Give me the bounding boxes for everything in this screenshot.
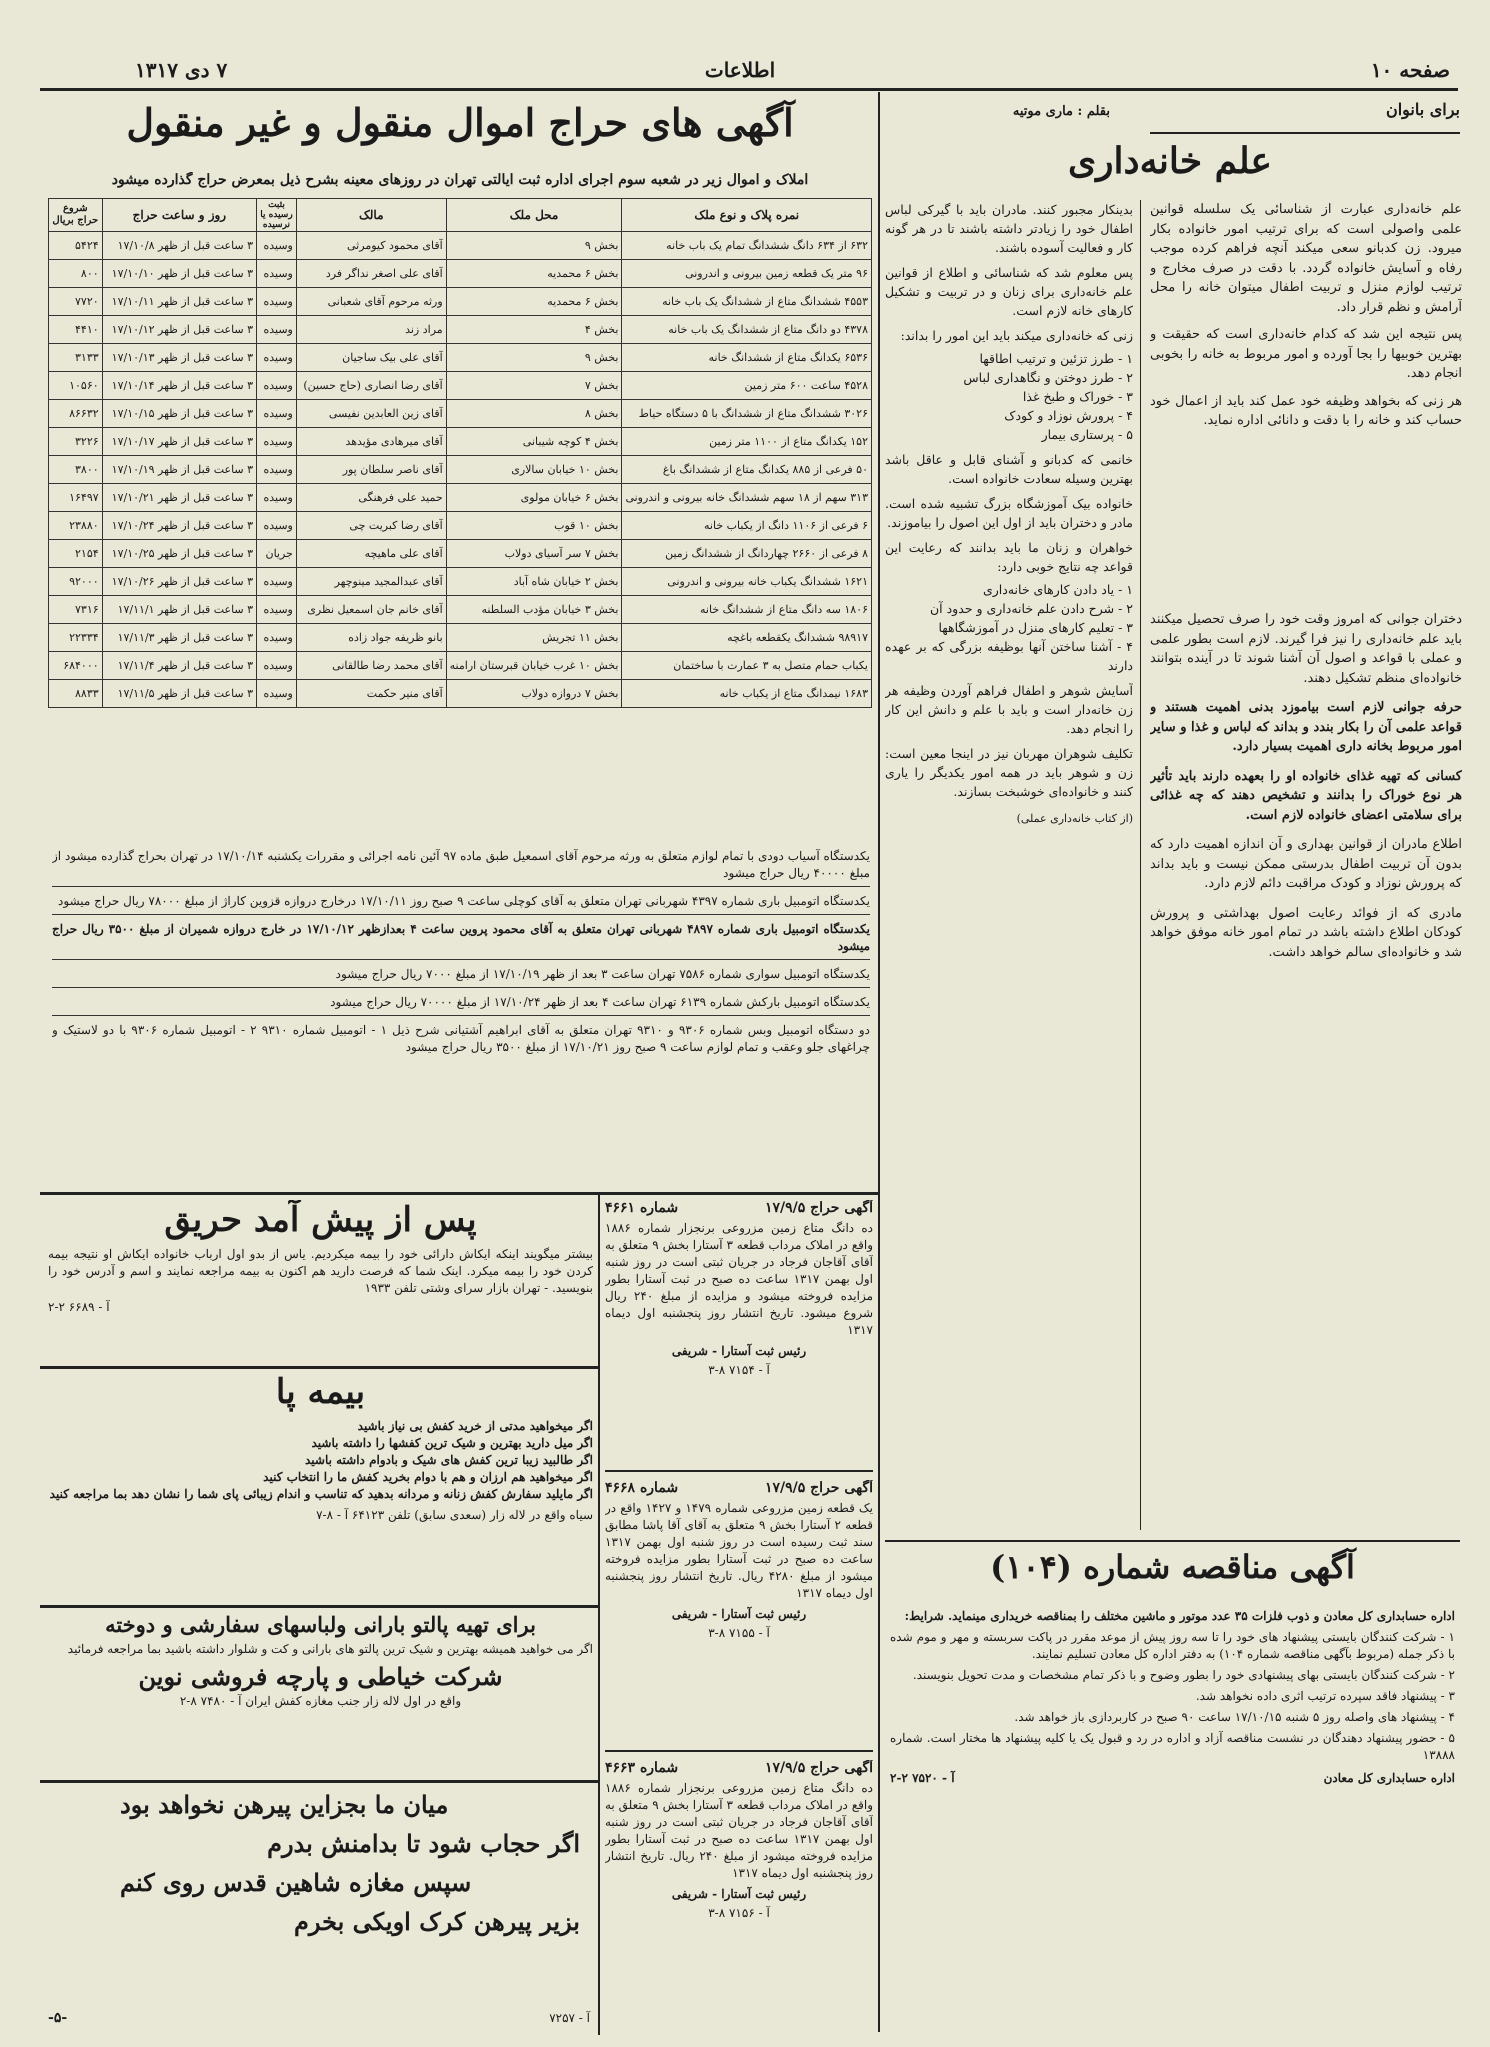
- table-cell: ۳۸۰۰: [49, 456, 103, 484]
- list-item: ۴ - پرورش نوزاد و کودک: [1004, 408, 1133, 423]
- table-cell: آقای رضا کبریت چی: [296, 512, 446, 540]
- table-row: [49, 372, 872, 400]
- column-header: روز و ساعت حراج: [102, 199, 256, 232]
- article-paragraph: دختران جوانی که امروز وقت خود را صرف تحصیل میکنند باید علم خانه‌داری را نیز فرا گیرند. لازم است بطور علمی و عملی با قواعد و اصول آن آشنا شوند تا در آینده بتوانند خانواده‌ای منظم تشکیل دهند.: [1150, 612, 1462, 686]
- table-cell: ۳۱۳۳: [49, 344, 103, 372]
- ad-line: سیاه واقع در لاله زار (سعدی سابق) تلفن ۶۴۱۲۳ آ - ۸-۷: [316, 1508, 593, 1522]
- table-cell: ۳ ساعت قبل از ظهر ۱۷/۱۱/۵: [102, 680, 256, 708]
- table-cell: بخش ۶ محمدیه: [446, 288, 622, 316]
- table-cell: ۳ ساعت قبل از ظهر ۱۷/۱۰/۲۱: [102, 484, 256, 512]
- tender-item: ۵ - حضور پیشنهاد دهندگان در نشست مناقصه آزاد و اداره در رد و قبول یک یا کلیه پیشنهاد ها مختار است. شماره ۱۳۸۸۸: [890, 1731, 1455, 1762]
- table-row: [49, 568, 872, 596]
- table-cell: ۶ فرعی از ۱۱۰۶ دانگ از یکباب خانه: [622, 512, 872, 540]
- table-cell: ۴۵۵۳ ششدانگ متاع از ششدانگ یک باب خانه: [622, 288, 872, 316]
- paper-name: اطلاعات: [704, 58, 776, 82]
- poem-line: اگر حجاب شود تا بدامنش بدرم: [267, 1829, 580, 1858]
- list-item: ۳ - تعلیم کارهای منزل در آموزشگاهها: [938, 620, 1133, 635]
- table-row: [49, 484, 872, 512]
- auction-table-wrap: [48, 198, 872, 838]
- table-cell: ۶۵۳۶ یکدانگ متاع از ششدانگ خانه: [622, 344, 872, 372]
- auction-note: یکدستگاه آسیاب دودی با تمام لوازم متعلق به ورثه مرحوم آقای اسمعیل طبق ماده ۹۷ آئین نامه اجرائی و مقررات یکشنبه ۱۷/۱۰/۱۴ در تهران بحراج گذارده میشود از مبلغ ۴۰۰۰۰ ریال حراج میشود: [52, 848, 870, 887]
- table-cell: ۳ ساعت قبل از ظهر ۱۷/۱۱/۳: [102, 624, 256, 652]
- notice-sign: رئیس ثبت آستارا - شریفی: [671, 1607, 807, 1621]
- section-rule: [1150, 132, 1460, 134]
- notice-title: آگهی حراج ۱۷/۹/۵: [764, 1760, 873, 1776]
- table-cell: آقای زین العابدین نفیسی: [296, 400, 446, 428]
- table-cell: آقای محمد رضا طالقانی: [296, 652, 446, 680]
- table-cell: ۳ ساعت قبل از ظهر ۱۷/۱۱/۴: [102, 652, 256, 680]
- article-paragraph: هر زنی که بخواهد وظیفه خود عمل کند باید از اعمال خود حساب کند و خانه را با دقت و دانائی اداره نماید.: [1150, 393, 1462, 428]
- table-cell: ۸۸۳۳: [49, 680, 103, 708]
- notice-body: یک قطعه زمین مزروعی شماره ۱۴۷۹ و ۱۴۲۷ واقع در قطعه ۲ آستارا بخش ۹ متعلق به آقای آقا پاشا مطابق سند ثبت رسیده است در روز شنبه اول بهمن ۱۳۱۷ ساعت ده صبح در ثبت آستارا بطور مزایده فروخته میشود از مبلغ ۴۲۸۰ ریال. تاریخ انتشار روز پنجشنبه اول دیماه ۱۳۱۷: [605, 1501, 873, 1600]
- auction-note: یکدستگاه اتومبیل سواری شماره ۷۵۸۶ تهران ساعت ۳ بعد از ظهر ۱۷/۱۰/۱۹ از مبلغ ۷۰۰۰ ریال حراج میشود: [52, 966, 870, 988]
- table-cell: ۳ ساعت قبل از ظهر ۱۷/۱۰/۲۵: [102, 540, 256, 568]
- table-cell: وسیده: [257, 288, 297, 316]
- auction-title: آگهی های حراج اموال منقول و غیر منقول: [126, 100, 794, 145]
- table-cell: بخش ۸: [446, 400, 622, 428]
- column-header: محل ملک: [446, 199, 622, 232]
- header-rule: [40, 88, 1458, 91]
- table-cell: بخش ۶ محمدیه: [446, 260, 622, 288]
- table-cell: حمید علی فرهنگی: [296, 484, 446, 512]
- column-divider: [598, 1195, 600, 2035]
- tender-body: [890, 1608, 1455, 2008]
- shirt-poem-ad: [60, 1790, 580, 2005]
- table-cell: وسیده: [257, 484, 297, 512]
- fire-ad-code: آ - ۶۶۸۹ ۲-۲: [48, 1300, 110, 1314]
- table-cell: آقای علی بیک ساجیان: [296, 344, 446, 372]
- notice: [605, 1200, 873, 1472]
- table-cell: وسیده: [257, 372, 297, 400]
- coat-ad-company: شرکت خیاطی و پارچه فروشی نوین: [138, 1662, 503, 1691]
- notice-code: آ - ۷۱۵۴ ۸-۳: [708, 1363, 770, 1377]
- issue-date: ۷ دی ۱۳۱۷: [135, 58, 228, 82]
- tender-intro: اداره حسابداری کل معادن و ذوب فلزات ۳۵ عدد موتور و ماشین مختلف را بمناقصه خریداری مینماید. شرایط:: [904, 1609, 1455, 1623]
- table-cell: بخش ۴: [446, 316, 622, 344]
- table-cell: بخش ۳ خیابان مؤدب السلطنه: [446, 596, 622, 624]
- table-row: [49, 540, 872, 568]
- table-cell: وسیده: [257, 680, 297, 708]
- table-cell: ۳۱۳ سهم از ۱۸ سهم ششدانگ خانه بیرونی و اندرونی: [622, 484, 872, 512]
- tender-item: ۴ - پیشنهاد های واصله روز ۵ شنبه ۱۷/۱۰/۱۵ ساعت ۹۰ صبح در کاربردازی باز خواهد شد.: [1014, 1710, 1455, 1724]
- table-cell: وسیده: [257, 260, 297, 288]
- article-paragraph: خواهران و زنان ما باید بدانند که رعایت این قواعد چه نتایج خوبی دارد:: [885, 540, 1133, 574]
- auction-note: یکدستگاه اتومبیل باری شماره ۴۸۹۷ شهربانی تهران متعلق به آقای محمود پروین ساعت ۴ بعدازظهر ۱۷/۱۰/۱۲ در خارج دروازه شمیران از مبلغ ۳۵۰۰ ریال حراج میشود: [52, 921, 870, 960]
- table-cell: آقای عبدالمجید مینوچهر: [296, 568, 446, 596]
- auction-note: یکدستگاه اتومبیل باری شماره ۴۳۹۷ شهربانی تهران متعلق به آقای کوچلی ساعت ۹ صبح روز ۱۷/۱۰/۱۱ درخارج دروازه قزوین کاراژ از مبلغ ۷۸۰۰۰ ریال حراج میشود: [52, 893, 870, 915]
- article-title: علم خانه‌داری: [1067, 140, 1273, 182]
- section-rule: [40, 1192, 878, 1195]
- table-cell: بخش ۱۱ تجریش: [446, 624, 622, 652]
- ad-line: اگر میخواهید هم ارزان و هم با دوام بخرید کفش ما را انتخاب کنید: [263, 1470, 593, 1484]
- table-cell: ۸۶۶۳۲: [49, 400, 103, 428]
- table-cell: ۶۸۴۰۰۰: [49, 652, 103, 680]
- table-cell: ۵۰ فرعی از ۸۸۵ یکدانگ متاع از ششدانگ باغ: [622, 456, 872, 484]
- table-cell: بانو ظریفه جواد زاده: [296, 624, 446, 652]
- list-item: ۵ - پرستاری بیمار: [1041, 427, 1133, 442]
- ad-line: اگر مایلید سفارش کفش زنانه و مردانه بدهید که تناسب و اندام زیبائی پای شما را نشان دهد بما مراجعه کنید: [49, 1487, 593, 1501]
- tender-code: آ - ۷۵۲۰ ۲-۲: [890, 1771, 955, 1785]
- table-cell: ۳۰۲۶ ششدانگ متاع از ششدانگ با ۵ دستگاه حیاط: [622, 400, 872, 428]
- notice-number: شماره ۴۶۶۱: [605, 1200, 679, 1216]
- table-cell: آقای علی ماهیچه: [296, 540, 446, 568]
- table-cell: ۳ ساعت قبل از ظهر ۱۷/۱۰/۱۱: [102, 288, 256, 316]
- article-paragraph: خانمی که کدبانو و آشنای قابل و عاقل باشد بهترین وسیله سعادت خانواده است.: [885, 452, 1133, 486]
- table-cell: بخش ۱۰ قوب: [446, 512, 622, 540]
- fire-ad-title: پس از پیش آمد حریق: [164, 1200, 477, 1240]
- auction-table: [48, 198, 872, 708]
- table-cell: ۳۲۲۶: [49, 428, 103, 456]
- ad-rule: [40, 1366, 598, 1369]
- coat-ad: [48, 1612, 593, 1777]
- table-cell: یکباب حمام متصل به ۳ عمارت با ساختمان: [622, 652, 872, 680]
- tender-rule: [885, 1540, 1460, 1542]
- table-cell: آقای میرهادی مؤیدهد: [296, 428, 446, 456]
- table-cell: آقای رضا انصاری (حاج حسین): [296, 372, 446, 400]
- table-cell: ۲۲۳۳۴: [49, 624, 103, 652]
- table-cell: وسیده: [257, 316, 297, 344]
- poem-line: سپس مغازه شاهین قدس روی کنم: [120, 1868, 472, 1897]
- byline: بقلم : ماری موتیه: [1012, 104, 1110, 119]
- table-cell: جریان: [257, 540, 297, 568]
- article-paragraph: بدینکار مجبور کنند. مادران باید با گیرکی لباس اطفال خود را زیادتر داشته باشند تا در هر گونه کار و فعالیت آسوده باشند.: [885, 202, 1133, 255]
- tender-title: آگهی مناقصه شماره (۱۰۴): [990, 1548, 1355, 1586]
- list-item: ۴ - آشنا ساختن آنها بوظیفه بزرگی که بر عهده دارند: [885, 639, 1133, 673]
- table-cell: بخش ۱۰ خیابان سالاری: [446, 456, 622, 484]
- tender-footer: [890, 1770, 1455, 1787]
- notice: [605, 1480, 873, 1752]
- notice-sign: رئیس ثبت آستارا - شریفی: [671, 1887, 807, 1901]
- notice-number: شماره ۴۶۶۸: [605, 1480, 679, 1496]
- notice-header: [605, 1200, 873, 1216]
- table-cell: ۳ ساعت قبل از ظهر ۱۷/۱۰/۱۳: [102, 344, 256, 372]
- table-cell: ۳ ساعت قبل از ظهر ۱۷/۱۰/۲۶: [102, 568, 256, 596]
- table-cell: بخش ۲ خیابان شاه آباد: [446, 568, 622, 596]
- shoe-ad-title: بیمه پا: [275, 1372, 366, 1412]
- article-paragraph: آسایش شوهر و اطفال فراهم آوردن وظیفه هر زن خانه‌دار است و باید با علم و دانش این کار را انجام دهد.: [885, 683, 1133, 736]
- column-header: نمره پلاک و نوع ملک: [622, 199, 872, 232]
- table-cell: آقای خانم جان اسمعیل نظری: [296, 596, 446, 624]
- table-cell: آقای علی اصغر نداگر فرد: [296, 260, 446, 288]
- table-row: [49, 428, 872, 456]
- table-cell: ۵۴۲۴: [49, 232, 103, 260]
- table-row: [49, 260, 872, 288]
- table-cell: وسیده: [257, 400, 297, 428]
- list-item: ۲ - طرز دوختن و نگاهداری لباس: [963, 370, 1133, 385]
- ad-line: اگر طالبید زیبا ترین کفش های شیک و بادوام داشته باشید: [304, 1453, 593, 1467]
- table-cell: وسیده: [257, 344, 297, 372]
- article-middle-column: [885, 200, 1133, 1530]
- table-cell: ۱۰۵۶۰: [49, 372, 103, 400]
- table-cell: وسیده: [257, 428, 297, 456]
- table-row: [49, 344, 872, 372]
- notice-code: آ - ۷۱۵۵ ۸-۳: [708, 1626, 770, 1640]
- table-cell: ۴۵۲۸ ساعت ۶۰۰ متر زمین: [622, 372, 872, 400]
- table-cell: مراد زند: [296, 316, 446, 344]
- list-item: ۱ - طرز تزئین و ترتیب اطاقها: [979, 351, 1133, 366]
- ad-line: اگر میخواهید مدتی از خرید کفش بی نیاز باشید: [357, 1419, 593, 1433]
- table-cell: ۴۳۷۸ دو دانگ متاع از ششدانگ یک باب خانه: [622, 316, 872, 344]
- table-cell: ۶۳۲ از ۶۳۴ دانگ ششدانگ تمام یک باب خانه: [622, 232, 872, 260]
- table-cell: ۹۲۰۰۰: [49, 568, 103, 596]
- table-cell: ۷۳۱۶: [49, 596, 103, 624]
- article-paragraph: کسانی که تهیه غذای خانواده او را بعهده دارند باید تأثیر هر نوع خوراک را بدانند و تشخیص دهند که چه غذائی برای سلامتی اعضای خانواده لازم است.: [1150, 768, 1462, 823]
- ad-rule: [40, 1605, 598, 1608]
- article-paragraph: اطلاع مادران از قوانین بهداری و آن اندازه اهمیت دارد که بدون آن تربیت اطفال بدرستی ممکن نیست و باید بداند که پرورش نوزاد و کودک مراقبت دائم لازم دارد.: [1150, 837, 1462, 891]
- table-cell: وسیده: [257, 568, 297, 596]
- table-cell: ورثه مرحوم آقای شعبانی: [296, 288, 446, 316]
- table-cell: بخش ۱۰ غرب خیابان قبرستان ارامنه: [446, 652, 622, 680]
- coat-ad-address: واقع در اول لاله زار جنب مغازه کفش ایران آ - ۷۴۸۰ ۸-۲: [179, 1694, 462, 1708]
- table-row: [49, 456, 872, 484]
- table-cell: ۸ فرعی از ۲۶۶۰ چهاردانگ از ششدانگ زمین: [622, 540, 872, 568]
- coat-ad-title: برای تهیه پالتو بارانی ولباسهای سفارشی و دوخته: [105, 1612, 536, 1637]
- notice: [605, 1760, 873, 2020]
- tender-item: ۲ - شرکت کنندگان بایستی بهای پیشنهادی خود را بطور وضوح و با ذکر تمام مشخصات و مدت تحویل بنویسند.: [912, 1668, 1455, 1682]
- table-cell: ۸۰۰: [49, 260, 103, 288]
- table-row: [49, 400, 872, 428]
- fire-ad-body: بیشتر میگویند اینکه ایکاش دارائی خود را بیمه میکردیم. یاس از بدو اول ارباب خانواده ایکاش او نتیجه بیمه کردن خود را بیمه میکرد. اینک شما که فرصت دارید هم اکنون به بیمه مراجعه نمایند و اسم و آدرس خود را بنویسید. - تهران بازار سرای وشتی تلفن ۱۹۳۳: [48, 1247, 593, 1295]
- poem-line: میان ما بجزاین پیرهن نخواهد بود: [120, 1790, 449, 1819]
- page-label: صفحه ۱۰: [1370, 58, 1450, 82]
- article-paragraph: تکلیف شوهران مهربان نیز در اینجا معین است: زن و شوهر باید در همه امور یکدیگر را یاری کنند و خانواده‌ای خوشبخت بسازند.: [885, 746, 1133, 799]
- poem-line: بزیر پیرهن کرک اویکی بخرم: [294, 1907, 580, 1936]
- notice-body: ده دانگ متاع زمین مزروعی برنجزار شماره ۱۸۸۶ واقع در املاک مرداب قطعه ۳ آستارا بخش ۹ متعلق به آقای آقاجان فرجاد در جریان ثبتی است در روز شنبه اول بهمن ۱۳۱۷ ساعت ده صبح در ثبت آستارا بطور مزایده فروخته میشود از مبلغ ۲۴۰ ریال. تاریخ انتشار روز پنجشنبه اول دیماه ۱۳۱۷: [605, 1781, 873, 1880]
- table-header-row: [49, 199, 872, 232]
- notice-body: ده دانگ متاع زمین مزروعی برنجزار شماره ۱۸۸۶ واقع در املاک مرداب قطعه ۳ آستارا بخش ۹ متعلق به آقای آقاجان فرجاد در جریان ثبتی است در روز شنبه اول بهمن ۱۳۱۷ ساعت ده صبح در ثبت آستارا بطور مزایده فروخته میشود و مزایده از مبلغ ۲۴۰ ریال شروع میشود. تاریخ انتشار روز پنجشنبه اول دیماه ۱۳۱۷: [605, 1221, 873, 1337]
- column-divider: [878, 92, 880, 2032]
- table-cell: آقای ناصر سلطان پور: [296, 456, 446, 484]
- table-row: [49, 316, 872, 344]
- article-paragraph: مادری که از فوائد رعایت اصول بهداشتی و پرورش کودکان اطلاع داشته باشد در تمام امور خانه موفق خواهد شد و خانواده‌ای سالم خواهد داشت.: [1150, 905, 1462, 960]
- article-body-1: [1150, 200, 1462, 600]
- table-cell: بخش ۴ کوچه شیبانی: [446, 428, 622, 456]
- article-paragraph: زنی که خانه‌داری میکند باید این امور را بداند:: [900, 328, 1133, 343]
- table-cell: ۴۴۱۰: [49, 316, 103, 344]
- table-cell: ۲۳۸۸۰: [49, 512, 103, 540]
- table-cell: ۳ ساعت قبل از ظهر ۱۷/۱۰/۱۷: [102, 428, 256, 456]
- list-item: ۱ - یاد دادن کارهای خانه‌داری: [982, 582, 1133, 597]
- table-cell: بخش ۹: [446, 344, 622, 372]
- table-cell: آقای محمود کیومرثی: [296, 232, 446, 260]
- table-cell: ۱۸۰۶ سه دانگ متاع از ششدانگ خانه: [622, 596, 872, 624]
- article-paragraph: خانواده بیک آموزشگاه بزرگ تشبیه شده است. مادر و دختران باید از اول این اصول را بیاموزند.: [885, 496, 1133, 530]
- page-number: -۵-: [48, 2010, 68, 2026]
- shoe-ad: [48, 1372, 593, 1602]
- ad-rule: [40, 1780, 598, 1783]
- table-row: [49, 596, 872, 624]
- auction-note: یکدستگاه اتومبیل بارکش شماره ۶۱۳۹ تهران ساعت ۴ بعد از ظهر ۱۷/۱۰/۲۴ از مبلغ ۷۰۰۰۰ ریال حراج میشود: [52, 994, 870, 1016]
- shoe-ad-lines: [48, 1418, 593, 1524]
- table-cell: ۱۶۴۹۷: [49, 484, 103, 512]
- table-cell: بخش ۷ سر آسیای دولاب: [446, 540, 622, 568]
- notice-header: [605, 1760, 873, 1776]
- column-header: شروع حراج بریال: [49, 199, 103, 232]
- article-paragraph: علم خانه‌داری عبارت از شناسائی یک سلسله قوانین علمی واصولی است که برای ترتیب امور خانواده بکار میرود. زن کدبانو سعی میکند آنچه فراهم کرده موجب رفاه و آسایش خانواده گردد. با دقت در صرف مخارج و ترتیب لوازم منزل و تربیت اطفال میتوان خانه را محل آرامش و نظم قرار داد.: [1150, 202, 1462, 315]
- table-row: [49, 680, 872, 708]
- table-cell: وسیده: [257, 652, 297, 680]
- notice-sign: رئیس ثبت آستارا - شریفی: [671, 1344, 807, 1358]
- table-row: [49, 652, 872, 680]
- tender-sign: اداره حسابداری کل معادن: [1323, 1771, 1455, 1785]
- table-cell: وسیده: [257, 624, 297, 652]
- tender-item: ۱ - شرکت کنندگان بایستی پیشنهاد های خود را تا سه روز پیش از موعد مقرر در پاکت سربسته و مهر و موم شده با ذکر جمله (مربوط بآگهی مناقصه شماره ۱۰۴) به دفتر اداره کل معادن تسلیم نمایند.: [890, 1630, 1455, 1661]
- article-paragraph: پس معلوم شد که شناسائی و اطلاع از قوانین علم خانه‌داری برای زنان و در تربیت و تشکیل کارهای خانه لازم است.: [885, 265, 1133, 318]
- table-cell: وسیده: [257, 596, 297, 624]
- table-cell: بخش ۷ دروازه دولاب: [446, 680, 622, 708]
- table-row: [49, 288, 872, 316]
- table-cell: ۳ ساعت قبل از ظهر ۱۷/۱۱/۱: [102, 596, 256, 624]
- auction-notes: [52, 848, 870, 1188]
- table-cell: ۱۶۲۱ ششدانگ یکباب خانه بیرونی و اندرونی: [622, 568, 872, 596]
- table-cell: ۳ ساعت قبل از ظهر ۱۷/۱۰/۱۴: [102, 372, 256, 400]
- notice-title: آگهی حراج ۱۷/۹/۵: [764, 1200, 873, 1216]
- table-row: [49, 624, 872, 652]
- column-header: بثبت رسیده یا نرسیده: [257, 199, 297, 232]
- table-cell: آقای منیر حکمت: [296, 680, 446, 708]
- table-cell: بخش ۷: [446, 372, 622, 400]
- tender-item: ۳ - پیشنهاد فاقد سپرده ترتیب اثری داده نخواهد شد.: [1195, 1689, 1455, 1703]
- article-paragraph: حرفه جوانی لازم است بیاموزد بدنی اهمیت هستند و قواعد علمی آن را بکار بندد و بداند که لباس و غذا و سایر امور مربوط بخانه داری اهمیت بسیار دارد.: [1150, 700, 1462, 754]
- notice-code: آ - ۷۱۵۶ ۸-۳: [708, 1906, 770, 1920]
- table-cell: ۳ ساعت قبل از ظهر ۱۷/۱۰/۱۹: [102, 456, 256, 484]
- table-cell: ۳ ساعت قبل از ظهر ۱۷/۱۰/۱۵: [102, 400, 256, 428]
- section-label: برای بانوان: [1385, 100, 1460, 119]
- table-row: [49, 232, 872, 260]
- poem-ad-code: آ - ۷۲۵۷: [549, 2011, 590, 2025]
- table-cell: وسیده: [257, 456, 297, 484]
- auction-intro: املاک و اموال زیر در شعبه سوم اجرای اداره ثبت ایالتی تهران در روزهای معینه بشرح ذیل بمعرض حراج گذارده میشود: [111, 172, 809, 188]
- table-cell: ۹۶ متر یک قطعه زمین بیرونی و اندرونی: [622, 260, 872, 288]
- notice-header: [605, 1480, 873, 1496]
- table-cell: بخش ۶ خیابان مولوی: [446, 484, 622, 512]
- table-row: [49, 512, 872, 540]
- auction-note: دو دستگاه اتومبیل وبس شماره ۹۳۰۶ و ۹۳۱۰ تهران متعلق به آقای ابراهیم آشتیانی شرح ذیل ۱ - اتومبیل شماره ۹۳۱۰ ۲ - اتومبیل شماره ۹۳۰۶ با دو لاستیک و چراغهای جلو وعقب و تمام لوازم ساعت ۹ صبح روز ۱۷/۱۰/۲۱ از مبلغ ۳۵۰۰ ریال حراج میشود: [52, 1023, 870, 1054]
- article-paragraph: پس نتیجه این شد که کدام خانه‌داری است که حقیقت و بهترین خوبیها را بجا آورده و امور مربوط به خانه را بخوبی انجام دهد.: [1150, 327, 1462, 381]
- notice-number: شماره ۴۶۶۳: [605, 1760, 679, 1776]
- fire-ad: [48, 1200, 593, 1362]
- column-header: مالک: [296, 199, 446, 232]
- table-cell: ۳ ساعت قبل از ظهر ۱۷/۱۰/۱۲: [102, 316, 256, 344]
- list-item: ۲ - شرح دادن علم خانه‌داری و حدود آن: [929, 601, 1133, 616]
- table-cell: ۱۵۲ یکدانگ متاع از ۱۱۰۰ متر زمین: [622, 428, 872, 456]
- notice-title: آگهی حراج ۱۷/۹/۵: [764, 1480, 873, 1496]
- table-cell: ۳ ساعت قبل از ظهر ۱۷/۱۰/۲۴: [102, 512, 256, 540]
- notices-column: [605, 1200, 873, 2030]
- table-cell: بخش ۹: [446, 232, 622, 260]
- table-cell: ۲۱۵۴: [49, 540, 103, 568]
- table-cell: ۷۷۲۰: [49, 288, 103, 316]
- table-cell: وسیده: [257, 232, 297, 260]
- column-divider: [1140, 200, 1141, 1530]
- ad-line: اگر میل دارید بهترین و شیک ترین کفشها را داشته باشید: [311, 1436, 593, 1450]
- table-cell: ۳ ساعت قبل از ظهر ۱۷/۱۰/۱۰: [102, 260, 256, 288]
- list-item: ۳ - خوراک و طبخ غذا: [1022, 389, 1133, 404]
- table-cell: ۱۶۸۳ نیمدانگ متاع از یکباب خانه: [622, 680, 872, 708]
- article-source: (از کتاب خانه‌داری عملی): [1016, 812, 1133, 825]
- table-cell: وسیده: [257, 512, 297, 540]
- table-cell: ۳ ساعت قبل از ظهر ۱۷/۱۰/۸: [102, 232, 256, 260]
- article-body-2: [1150, 610, 1462, 1510]
- table-cell: ۹۸۹۱۷ ششدانگ یکقطعه باغچه: [622, 624, 872, 652]
- coat-ad-body: اگر می خواهید همیشه بهترین و شیک ترین پالتو های بارانی و کت و شلوار داشته باشید بما مراجعه فرمائید: [67, 1642, 593, 1656]
